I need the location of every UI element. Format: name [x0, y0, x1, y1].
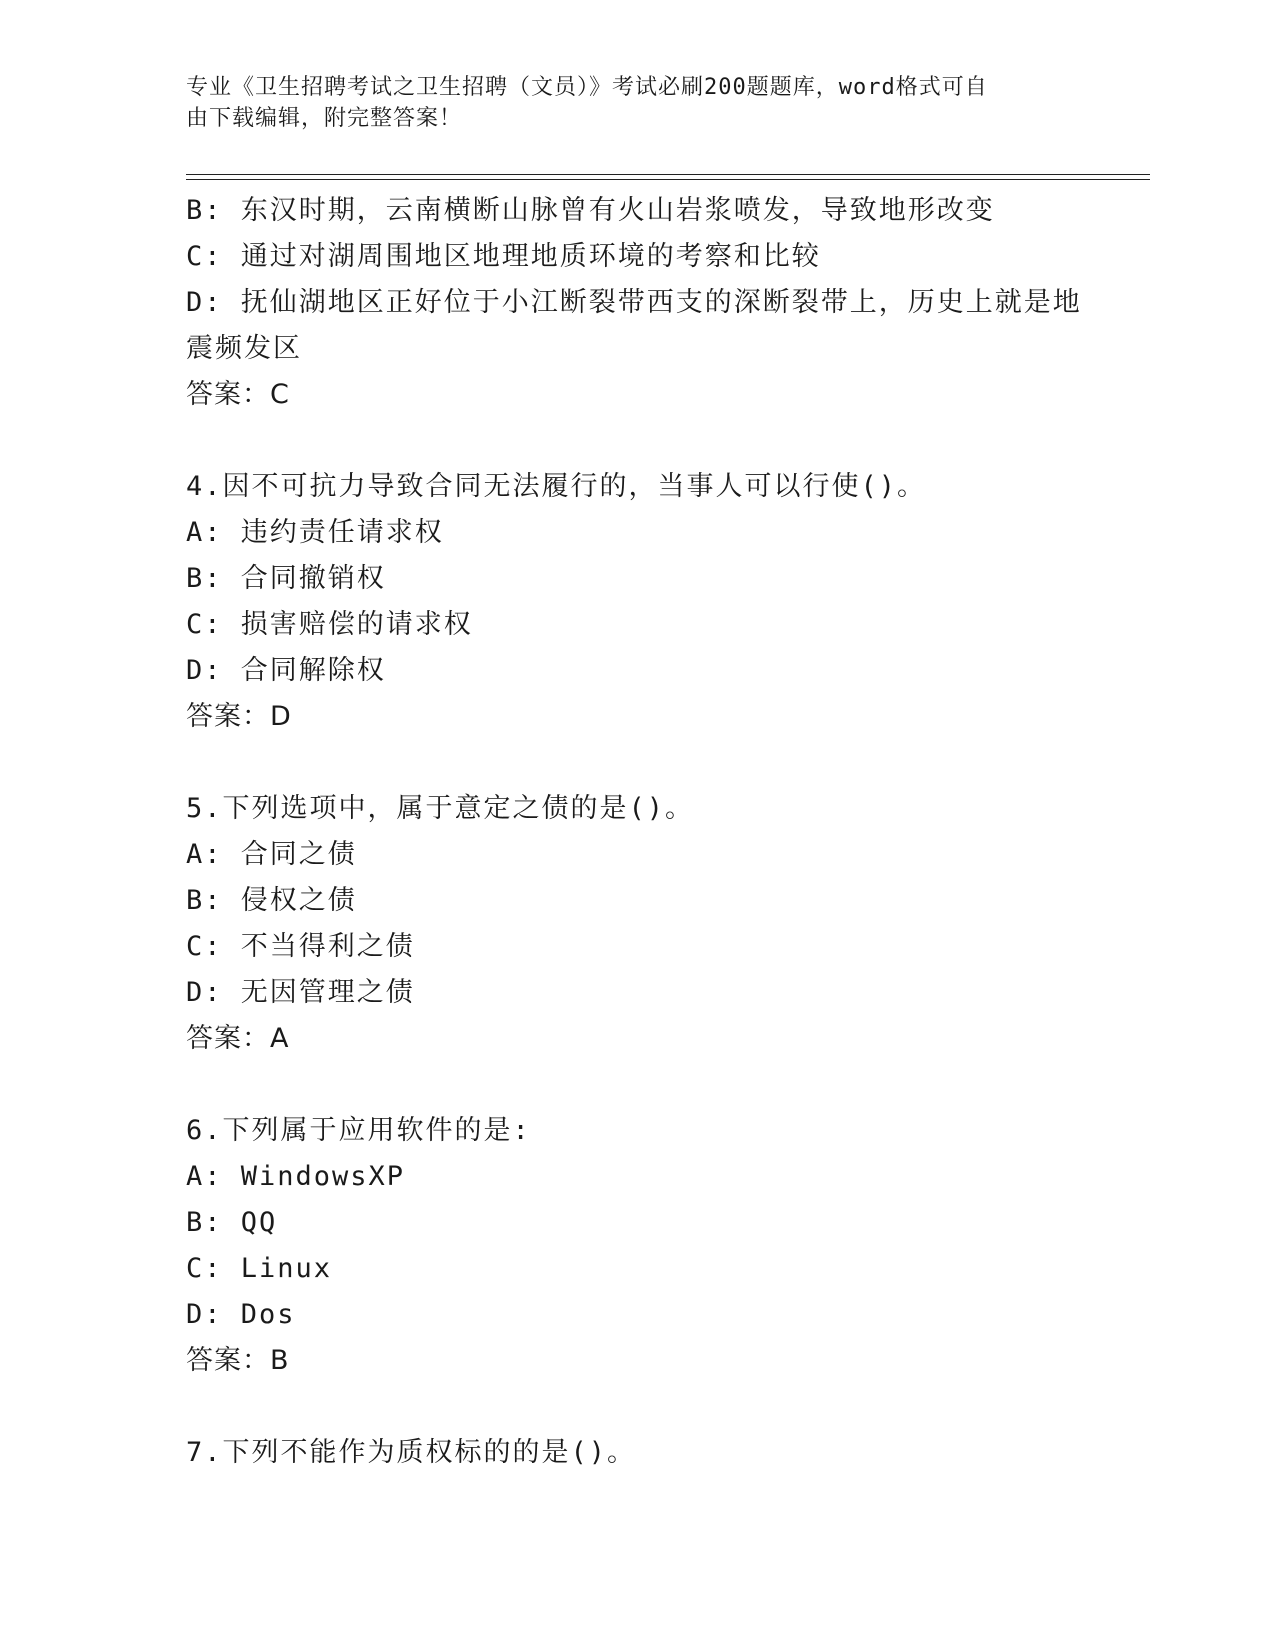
question-4 — [186, 464, 1106, 740]
answer: 答案：C — [186, 379, 290, 410]
option-d: D: Dos — [186, 1299, 296, 1330]
question-stem: 5.下列选项中，属于意定之债的是()。 — [186, 793, 695, 824]
question-stem: 7.下列不能作为质权标的的是()。 — [186, 1437, 637, 1468]
header-rule-bottom — [186, 179, 1150, 180]
option-b: B: QQ — [186, 1207, 278, 1238]
option-d: D: 无因管理之债 — [186, 977, 415, 1008]
spacer — [186, 1384, 1106, 1430]
document-header — [186, 72, 1066, 134]
header-rule-top — [186, 174, 1150, 175]
option-b: B: 合同撤销权 — [186, 563, 386, 594]
answer: 答案：A — [186, 1023, 290, 1054]
option-d: D: 合同解除权 — [186, 655, 386, 686]
option-b: B: 侵权之债 — [186, 885, 357, 916]
option-b: B: 东汉时期，云南横断山脉曾有火山岩浆喷发，导致地形改变 — [186, 195, 995, 226]
question-5 — [186, 786, 1106, 1062]
header-line-1: 专业《卫生招聘考试之卫生招聘（文员）》考试必刷200题题库，word格式可自 — [186, 75, 988, 100]
spacer — [186, 740, 1106, 786]
option-c: C: Linux — [186, 1253, 333, 1284]
question-stem: 4.因不可抗力导致合同无法履行的，当事人可以行使()。 — [186, 471, 927, 502]
option-a: A: WindowsXP — [186, 1161, 406, 1192]
option-c: C: 损害赔偿的请求权 — [186, 609, 473, 640]
option-d-continued: 震频发区 — [186, 333, 302, 364]
header-line-2: 由下载编辑，附完整答案！ — [186, 106, 463, 131]
question-list — [186, 188, 1106, 1476]
option-c: C: 不当得利之债 — [186, 931, 415, 962]
answer: 答案：B — [186, 1345, 290, 1376]
question-stem: 6.下列属于应用软件的是: — [186, 1115, 531, 1146]
answer: 答案：D — [186, 701, 292, 732]
question-6 — [186, 1108, 1106, 1384]
spacer — [186, 1062, 1106, 1108]
option-a: A: 合同之债 — [186, 839, 357, 870]
question-7 — [186, 1430, 1106, 1476]
spacer — [186, 418, 1106, 464]
question-3 — [186, 188, 1106, 418]
option-c: C: 通过对湖周围地区地理地质环境的考察和比较 — [186, 241, 821, 272]
option-d: D: 抚仙湖地区正好位于小江断裂带西支的深断裂带上，历史上就是地 — [186, 287, 1082, 318]
option-a: A: 违约责任请求权 — [186, 517, 444, 548]
